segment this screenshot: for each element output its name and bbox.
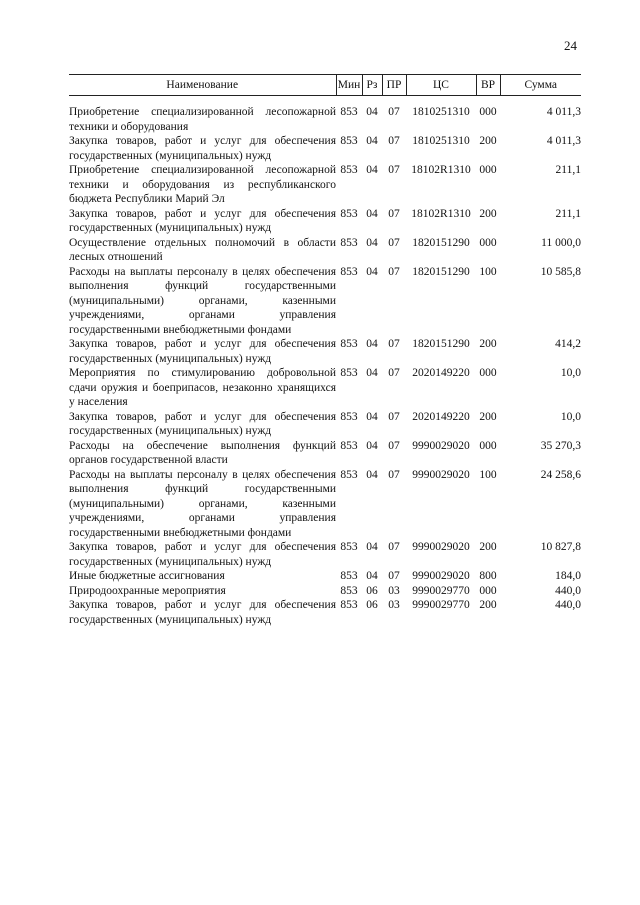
row-rz: 04 [366, 468, 378, 481]
header-cs: ЦС [406, 75, 476, 96]
row-min: 853 [340, 541, 358, 553]
row-rz: 04 [366, 236, 378, 249]
row-min: 853 [340, 135, 358, 147]
row-pr: 03 [388, 599, 400, 611]
row-sum: 414,2 [555, 338, 581, 350]
row-cs: 9990029020 [412, 439, 470, 452]
row-rz: 04 [366, 106, 378, 118]
row-sum: 11 000,0 [541, 236, 581, 249]
row-name: Расходы на обеспечение выполнения функций органов государственной власти [69, 439, 336, 466]
row-vr: 000 [479, 106, 497, 118]
row-name: Осуществление отдельных полномочий в области лесных отношений [69, 236, 336, 263]
header-sum: Сумма [500, 75, 581, 96]
row-vr: 200 [479, 338, 497, 350]
table-row [69, 598, 581, 627]
row-pr: 07 [388, 541, 400, 553]
row-sum: 211,1 [555, 164, 581, 176]
row-pr: 07 [388, 135, 400, 147]
budget-table [69, 74, 581, 627]
row-cs: 1820151290 [412, 236, 470, 249]
row-sum: 10 827,8 [540, 541, 581, 553]
header-rz: Рз [362, 75, 382, 96]
row-rz: 04 [366, 338, 378, 350]
row-pr: 07 [388, 207, 400, 220]
row-cs: 1810251310 [412, 135, 470, 147]
row-vr: 000 [479, 164, 497, 176]
row-cs: 1820151290 [412, 265, 470, 278]
header-pr: ПР [382, 75, 406, 96]
row-vr: 100 [479, 265, 497, 278]
row-cs: 9990029770 [412, 584, 470, 597]
row-min: 853 [340, 468, 358, 481]
row-rz: 04 [366, 570, 378, 582]
row-rz: 04 [366, 164, 378, 176]
row-vr: 000 [479, 236, 497, 249]
row-cs: 18102R1310 [411, 207, 471, 220]
table-row [69, 134, 581, 163]
table-row [69, 265, 581, 338]
row-name: Расходы на выплаты персоналу в целях обеспечения выполнения функций государственными (муниципальными) органами, казенными учреждениями, органами управления государственными внебюджетными фондами [69, 468, 336, 539]
row-pr: 07 [388, 265, 400, 278]
row-vr: 800 [479, 570, 497, 582]
row-cs: 9990029020 [412, 468, 470, 481]
row-cs: 2020149220 [412, 410, 470, 423]
row-name: Мероприятия по стимулированию добровольной сдачи оружия и боеприпасов, незаконно хранящихся у населения [69, 367, 336, 408]
row-name: Природоохранные мероприятия [69, 584, 226, 597]
row-pr: 07 [388, 367, 400, 379]
header-vr: ВР [476, 75, 500, 96]
row-cs: 9990029020 [412, 541, 470, 553]
row-name: Закупка товаров, работ и услуг для обеспечения государственных (муниципальных) нужд [69, 135, 336, 162]
page-number: 24 [564, 38, 577, 53]
table-row [69, 207, 581, 236]
row-pr: 07 [388, 439, 400, 452]
row-cs: 2020149220 [412, 367, 470, 379]
table-row [69, 439, 581, 468]
row-cs: 1810251310 [412, 106, 470, 118]
row-rz: 04 [366, 265, 378, 278]
row-pr: 07 [388, 106, 400, 118]
row-vr: 000 [479, 367, 497, 379]
row-name: Закупка товаров, работ и услуг для обеспечения государственных (муниципальных) нужд [69, 599, 336, 626]
row-min: 853 [340, 410, 358, 423]
row-min: 853 [340, 338, 358, 350]
row-min: 853 [340, 236, 358, 249]
row-cs: 1820151290 [412, 338, 470, 350]
header-name: Наименование [69, 75, 336, 96]
row-rz: 04 [366, 541, 378, 553]
row-sum: 440,0 [555, 584, 581, 597]
row-name: Приобретение специализированной лесопожарной техники и оборудования [69, 106, 336, 133]
row-vr: 100 [479, 468, 497, 481]
row-min: 853 [340, 265, 358, 278]
row-name: Закупка товаров, работ и услуг для обеспечения государственных (муниципальных) нужд [69, 207, 336, 234]
table-row [69, 236, 581, 265]
row-pr: 07 [388, 410, 400, 423]
row-vr: 000 [479, 439, 497, 452]
row-name: Приобретение специализированной лесопожарной техники и оборудования из республиканского бюджета Республики Марий Эл [69, 164, 336, 205]
row-min: 853 [340, 599, 358, 611]
table-row [69, 468, 581, 541]
row-name: Расходы на выплаты персоналу в целях обеспечения выполнения функций государственными (муниципальными) органами, казенными учреждениями, органами управления государственными внебюджетными фондами [69, 265, 336, 336]
table-row [69, 163, 581, 207]
row-sum: 24 258,6 [540, 468, 581, 481]
table-header [69, 75, 581, 96]
table-row [69, 366, 581, 410]
row-min: 853 [340, 570, 358, 582]
row-min: 853 [340, 439, 358, 452]
table-row [69, 569, 581, 584]
row-pr: 03 [388, 584, 400, 597]
row-sum: 184,0 [555, 570, 581, 582]
table-row [69, 540, 581, 569]
row-pr: 07 [388, 164, 400, 176]
row-rz: 04 [366, 410, 378, 423]
row-vr: 200 [479, 207, 497, 220]
row-pr: 07 [388, 338, 400, 350]
table-body [69, 96, 581, 628]
table-row [69, 96, 581, 135]
row-cs: 9990029770 [412, 599, 470, 611]
row-vr: 000 [479, 584, 497, 597]
row-vr: 200 [479, 541, 497, 553]
row-cs: 18102R1310 [411, 164, 471, 176]
row-min: 853 [340, 584, 358, 597]
table-row [69, 410, 581, 439]
row-pr: 07 [388, 468, 400, 481]
row-sum: 211,1 [555, 207, 581, 220]
row-min: 853 [340, 207, 358, 220]
row-rz: 06 [366, 584, 378, 597]
row-sum: 4 011,3 [546, 135, 581, 147]
row-vr: 200 [479, 599, 497, 611]
row-min: 853 [340, 164, 358, 176]
row-sum: 10 585,8 [540, 265, 581, 278]
row-rz: 04 [366, 207, 378, 220]
row-cs: 9990029020 [412, 570, 470, 582]
row-rz: 06 [366, 599, 378, 611]
row-sum: 10,0 [560, 367, 581, 379]
row-name: Закупка товаров, работ и услуг для обеспечения государственных (муниципальных) нужд [69, 541, 336, 568]
row-sum: 10,0 [560, 410, 581, 423]
row-sum: 35 270,3 [540, 439, 581, 452]
row-rz: 04 [366, 439, 378, 452]
row-pr: 07 [388, 236, 400, 249]
header-min: Мин [336, 75, 362, 96]
row-name: Закупка товаров, работ и услуг для обеспечения государственных (муниципальных) нужд [69, 410, 336, 437]
row-name: Иные бюджетные ассигнования [69, 570, 225, 582]
row-vr: 200 [479, 410, 497, 423]
table-row [69, 337, 581, 366]
row-rz: 04 [366, 135, 378, 147]
row-rz: 04 [366, 367, 378, 379]
row-vr: 200 [479, 135, 497, 147]
row-min: 853 [340, 106, 358, 118]
row-pr: 07 [388, 570, 400, 582]
row-name: Закупка товаров, работ и услуг для обеспечения государственных (муниципальных) нужд [69, 338, 336, 365]
row-min: 853 [340, 367, 358, 379]
table-row [69, 584, 581, 599]
row-sum: 440,0 [555, 599, 581, 611]
row-sum: 4 011,3 [546, 106, 581, 118]
